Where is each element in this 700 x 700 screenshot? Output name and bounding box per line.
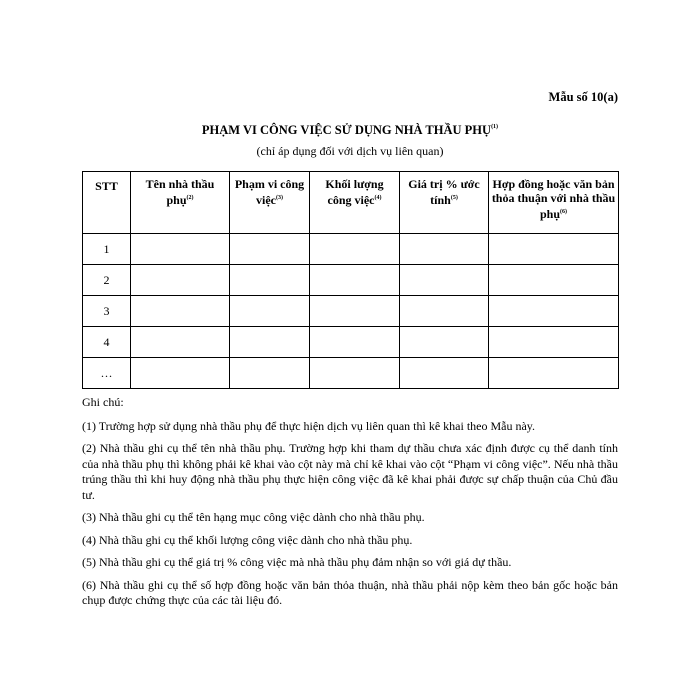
row-number: 2: [83, 265, 131, 296]
cell-work-volume[interactable]: [310, 265, 400, 296]
cell-contract-agreement[interactable]: [489, 265, 619, 296]
page-subtitle: (chỉ áp dụng đối với dịch vụ liên quan): [256, 144, 444, 158]
row-number: 1: [83, 234, 131, 265]
table-row: [83, 234, 619, 265]
table-header-row: [83, 172, 619, 234]
table-row: [83, 296, 619, 327]
cell-work-volume[interactable]: [310, 358, 400, 389]
row-number: 3: [83, 296, 131, 327]
cell-work-scope[interactable]: [230, 358, 310, 389]
header-stt: STT: [83, 172, 131, 234]
cell-subcontractor-name[interactable]: [131, 358, 230, 389]
cell-work-volume[interactable]: [310, 296, 400, 327]
header-contract-agreement: Hợp đồng hoặc văn bản thỏa thuận với nhà thầu phụ$^{(6)}$: [489, 172, 619, 234]
cell-estimated-value[interactable]: [400, 234, 489, 265]
header-subcontractor-name: Tên nhà thầu phụ$^{(2)}$: [131, 172, 230, 234]
cell-work-scope[interactable]: [230, 234, 310, 265]
note-item: (4) Nhà thầu ghi cụ thể khối lượng công việc dành cho nhà thầu phụ.: [82, 532, 413, 547]
table-row: [83, 265, 619, 296]
cell-contract-agreement[interactable]: [489, 296, 619, 327]
note-item: (3) Nhà thầu ghi cụ thể tên hạng mục công việc dành cho nhà thầu phụ.: [82, 510, 425, 524]
cell-subcontractor-name[interactable]: [131, 327, 230, 358]
cell-contract-agreement[interactable]: [489, 327, 619, 358]
note-item: (6) Nhà thầu ghi cụ thể số hợp đồng hoặc văn bản thỏa thuận, nhà thầu phải nộp kèm theo bản gốc hoặc bản chụp được chứng thực của các tài liệu đó.: [82, 577, 618, 607]
row-number: 4: [83, 327, 131, 358]
notes-section: [82, 395, 618, 609]
cell-work-volume[interactable]: [310, 234, 400, 265]
header-estimated-value: Giá trị % ước tính$^{(5)}$: [400, 172, 489, 234]
cell-contract-agreement[interactable]: [489, 234, 619, 265]
cell-estimated-value[interactable]: [400, 358, 489, 389]
title-footnote-mark: (1): [491, 124, 499, 130]
document-page: [82, 84, 618, 616]
cell-contract-agreement[interactable]: [489, 358, 619, 389]
cell-work-scope[interactable]: [230, 265, 310, 296]
notes-heading: Ghi chú:: [82, 395, 124, 409]
subcontractor-table: [82, 171, 619, 389]
row-number: …: [83, 358, 131, 389]
cell-subcontractor-name[interactable]: [131, 296, 230, 327]
note-item: (2) Nhà thầu ghi cụ thể tên nhà thầu phụ. Trường hợp khi tham dự thầu chưa xác định được cụ thể danh tính của nhà thầu phụ thì không phải kê khai vào cột này mà chỉ kê khai vào cột “Phạm vi công việc”. Nếu nhà thầu trúng thầu thì khi huy động nhà thầu phụ thực hiện công việc đã kê khai phải được sự chấp thuận của Chủ đầu tư.: [82, 441, 618, 502]
cell-estimated-value[interactable]: [400, 265, 489, 296]
cell-subcontractor-name[interactable]: [131, 265, 230, 296]
cell-estimated-value[interactable]: [400, 296, 489, 327]
table-row: [83, 327, 619, 358]
form-code: Mẫu số 10(a): [548, 90, 618, 104]
note-item: (1) Trường hợp sử dụng nhà thầu phụ để thực hiện dịch vụ liên quan thì kê khai theo Mẫu này.: [82, 418, 536, 433]
header-work-scope: Phạm vi công việc$^{(3)}$: [230, 172, 310, 234]
page-title: [82, 118, 618, 136]
note-item: (5) Nhà thầu ghi cụ thể giá trị % công việc mà nhà thầu phụ đảm nhận so với giá dự thầu.: [82, 555, 512, 569]
title-text: PHẠM VI CÔNG VIỆC SỬ DỤNG NHÀ THẦU PHỤ: [201, 123, 492, 137]
cell-estimated-value[interactable]: [400, 327, 489, 358]
cell-subcontractor-name[interactable]: [131, 234, 230, 265]
cell-work-scope[interactable]: [230, 296, 310, 327]
header-work-volume: Khối lượng công việc$^{(4)}$: [310, 172, 400, 234]
table-row: [83, 358, 619, 389]
cell-work-volume[interactable]: [310, 327, 400, 358]
cell-work-scope[interactable]: [230, 327, 310, 358]
